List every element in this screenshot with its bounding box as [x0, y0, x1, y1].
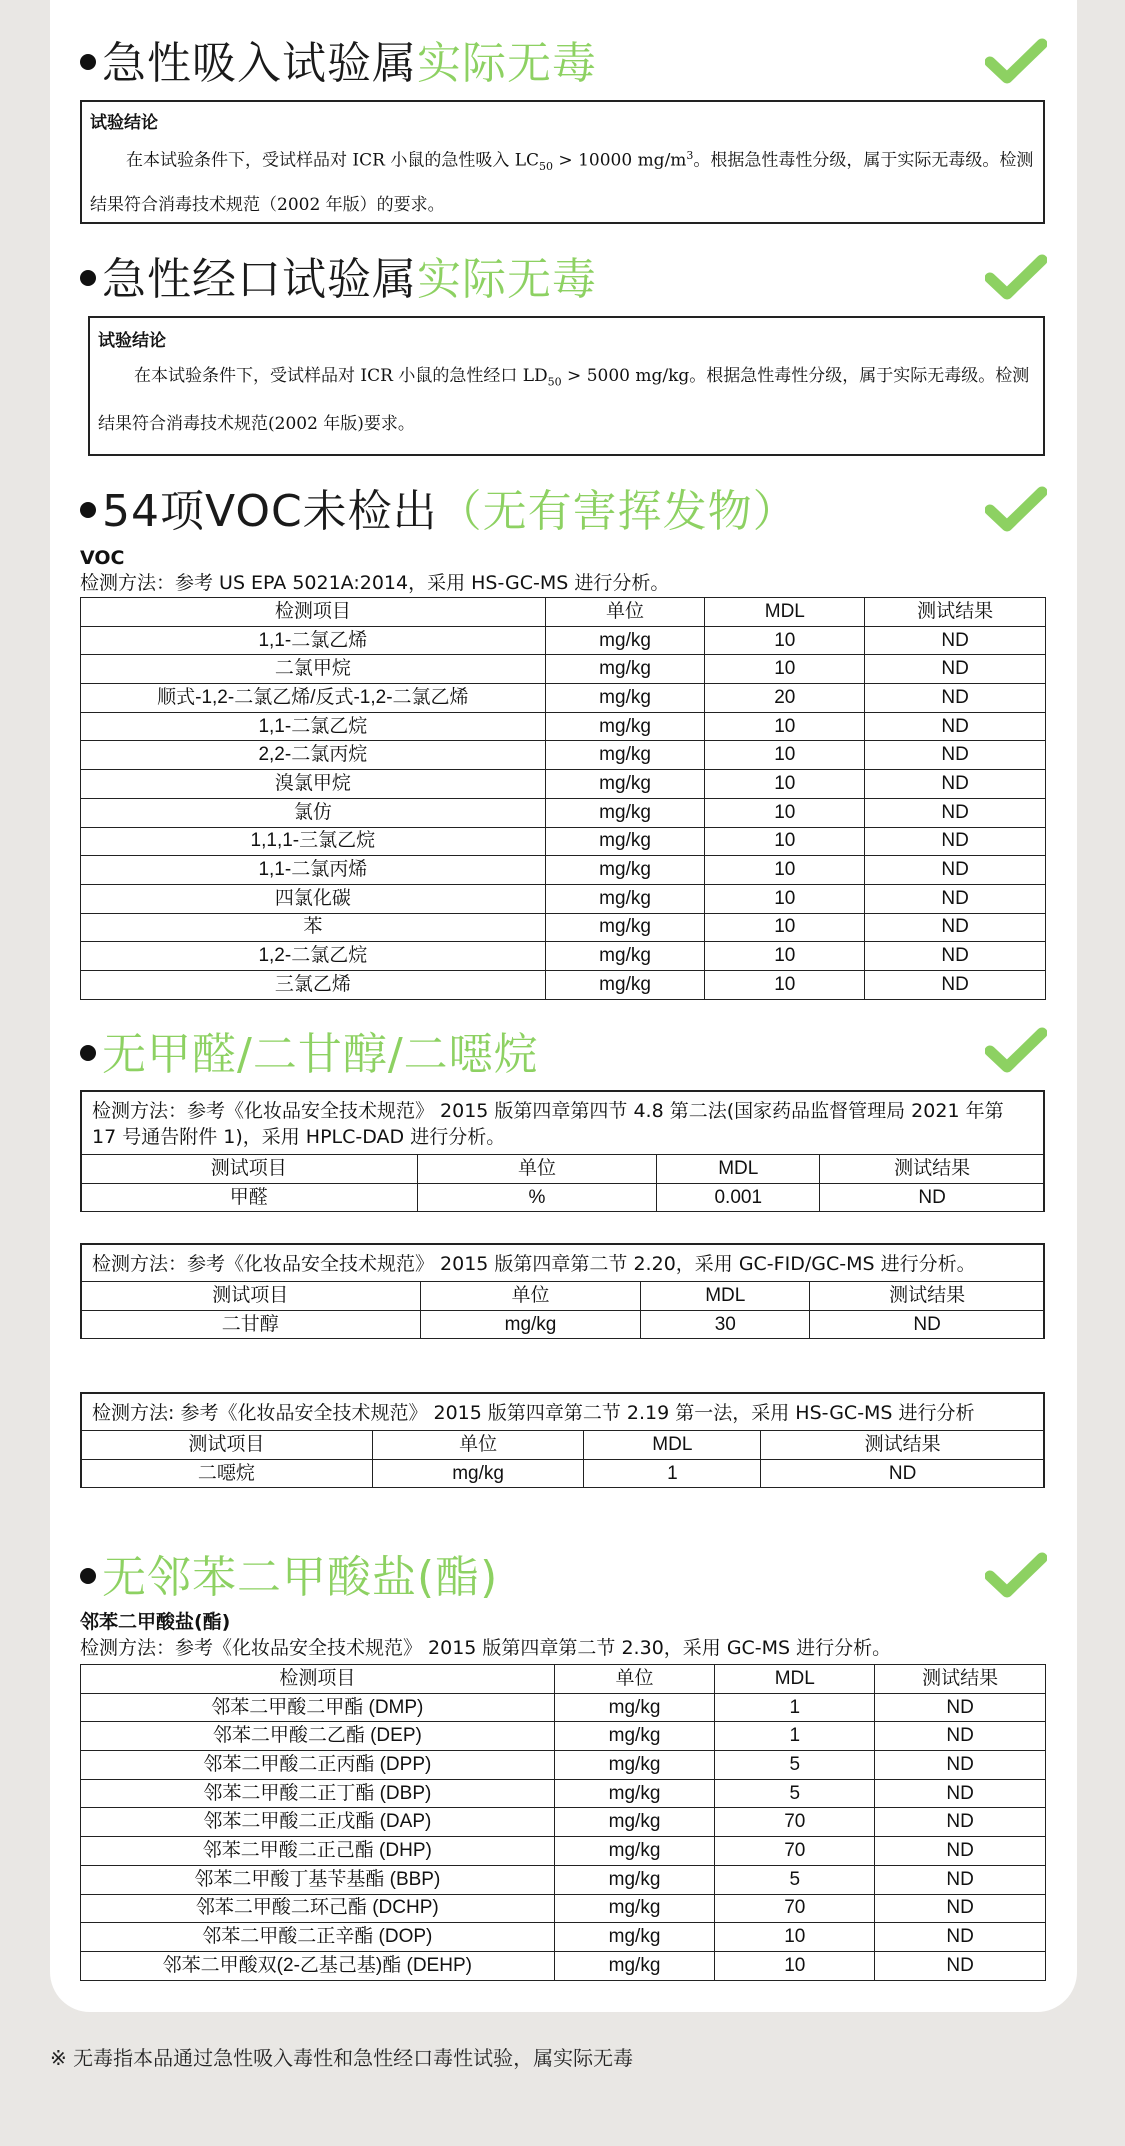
- table-cell: ND: [865, 684, 1046, 713]
- table-cell: 邻苯二甲酸二乙酯 (DEP): [81, 1722, 555, 1751]
- table-cell: 10: [705, 798, 865, 827]
- table-row: [81, 655, 1046, 684]
- table-row: [81, 1693, 1046, 1722]
- table-cell: 10: [705, 913, 865, 942]
- table-row: [81, 1951, 1046, 1980]
- table-cell: ND: [865, 741, 1046, 770]
- table-row: [81, 1894, 1046, 1923]
- table-row: [81, 712, 1046, 741]
- table-row: [81, 741, 1046, 770]
- table-cell: mg/kg: [545, 655, 705, 684]
- table-cell: ND: [875, 1837, 1046, 1866]
- table-row: [81, 1183, 1045, 1212]
- column-header: 单位: [372, 1431, 584, 1460]
- table-cell: 10: [705, 942, 865, 971]
- table-cell: mg/kg: [545, 770, 705, 799]
- table-cell: %: [417, 1183, 657, 1212]
- table-cell: 四氯化碳: [81, 884, 546, 913]
- table-cell: 苯: [81, 913, 546, 942]
- table-cell: 2,2-二氯丙烷: [81, 741, 546, 770]
- section-title-inhalation: 急性吸入试验属实际无毒: [80, 34, 597, 94]
- table-cell: 邻苯二甲酸二正戊酯 (DAP): [81, 1808, 555, 1837]
- column-header: MDL: [641, 1282, 810, 1311]
- table-cell: ND: [875, 1779, 1046, 1808]
- table-cell: 邻苯二甲酸二正丙酯 (DPP): [81, 1751, 555, 1780]
- voc-label: VOC: [80, 547, 125, 569]
- table-cell: ND: [875, 1865, 1046, 1894]
- column-header: 测试结果: [865, 598, 1046, 627]
- section-title-voc: 54项VOC未检出（无有害挥发物）: [80, 482, 798, 542]
- conclusion-box-inhalation: [80, 100, 1045, 224]
- table-cell: ND: [865, 856, 1046, 885]
- table-cell: ND: [875, 1808, 1046, 1837]
- table-cell: 1,1-二氯乙烷: [81, 712, 546, 741]
- table-row: [81, 913, 1046, 942]
- table-cell: 30: [641, 1310, 810, 1339]
- table-row: [81, 1808, 1046, 1837]
- section-title-phthalates: 无邻苯二甲酸盐(酯): [80, 1548, 498, 1608]
- conclusion-text: 在本试验条件下，受试样品对 ICR 小鼠的急性吸入 $LC_{50} > 10000$ $mg/m^3$。根据急性毒性分级，属于实际无毒级。检测结果符合消毒技术规范（2002 年版）的要求。: [90, 149, 1034, 216]
- column-header: 测试结果: [761, 1431, 1045, 1460]
- table-cell: mg/kg: [372, 1459, 584, 1488]
- table-cell: 5: [715, 1751, 875, 1780]
- table-cell: 70: [715, 1808, 875, 1837]
- table-cell: ND: [865, 770, 1046, 799]
- check-icon: [985, 1027, 1047, 1075]
- bullet-dot: [80, 54, 96, 70]
- table-cell: ND: [820, 1183, 1045, 1212]
- table-cell: mg/kg: [545, 942, 705, 971]
- table-cell: mg/kg: [545, 798, 705, 827]
- table-row: [81, 856, 1046, 885]
- table-cell: 10: [715, 1923, 875, 1952]
- table-cell: mg/kg: [545, 913, 705, 942]
- table-row: [81, 770, 1046, 799]
- table-row: [81, 942, 1046, 971]
- table-cell: 邻苯二甲酸二甲酯 (DMP): [81, 1693, 555, 1722]
- table-cell: 顺式-1,2-二氯乙烯/反式-1,2-二氯乙烯: [81, 684, 546, 713]
- section-title-formaldehyde: 无甲醛/二甘醇/二噁烷: [80, 1025, 539, 1085]
- bullet-dot: [80, 502, 96, 518]
- column-header: 测试项目: [81, 1155, 418, 1184]
- formaldehyde-method: 检测方法：参考《化妆品安全技术规范》 2015 版第四章第四节 4.8 第二法(国家药品监督管理局 2021 年第 17 号通告附件 1)，采用 HPLC-DAD 进行分析。: [92, 1100, 1004, 1148]
- phthalate-method: 检测方法：参考《化妆品安全技术规范》 2015 版第四章第二节 2.30，采用 GC-MS 进行分析。: [80, 1637, 892, 1659]
- table-cell: 二氯甲烷: [81, 655, 546, 684]
- table-cell: mg/kg: [554, 1837, 715, 1866]
- column-header: 测试结果: [875, 1665, 1046, 1694]
- table-cell: 70: [715, 1894, 875, 1923]
- table-cell: 10: [705, 741, 865, 770]
- table-cell: 邻苯二甲酸二正丁酯 (DBP): [81, 1779, 555, 1808]
- table-cell: ND: [875, 1951, 1046, 1980]
- table-cell: mg/kg: [545, 684, 705, 713]
- table-cell: 邻苯二甲酸丁基苄基酯 (BBP): [81, 1865, 555, 1894]
- table-header-row: [81, 1155, 1045, 1184]
- table-cell: 10: [705, 856, 865, 885]
- formaldehyde-box: [80, 1090, 1045, 1212]
- formaldehyde-table: [80, 1154, 1045, 1212]
- table-cell: ND: [875, 1751, 1046, 1780]
- table-row: [81, 684, 1046, 713]
- table-cell: ND: [865, 712, 1046, 741]
- diethylene-glycol-table: [80, 1281, 1045, 1339]
- table-cell: mg/kg: [545, 741, 705, 770]
- table-cell: 甲醛: [81, 1183, 418, 1212]
- table-row: [81, 970, 1046, 999]
- table-row: [81, 798, 1046, 827]
- table-cell: ND: [761, 1459, 1045, 1488]
- table-cell: ND: [865, 884, 1046, 913]
- conclusion-title: 试验结论: [98, 331, 166, 351]
- table-cell: 10: [705, 884, 865, 913]
- check-icon: [985, 486, 1047, 534]
- table-cell: 1,1,1-三氯乙烷: [81, 827, 546, 856]
- table-cell: 邻苯二甲酸双(2-乙基己基)酯 (DEHP): [81, 1951, 555, 1980]
- table-cell: mg/kg: [554, 1751, 715, 1780]
- table-row: [81, 1722, 1046, 1751]
- table-cell: 1: [715, 1722, 875, 1751]
- table-cell: 20: [705, 684, 865, 713]
- table-cell: mg/kg: [554, 1693, 715, 1722]
- table-cell: 二甘醇: [81, 1310, 421, 1339]
- table-cell: 10: [705, 655, 865, 684]
- column-header: 测试项目: [81, 1431, 373, 1460]
- diethylene-glycol-method: 检测方法：参考《化妆品安全技术规范》 2015 版第四章第二节 2.20，采用 GC-FID/GC-MS 进行分析。: [92, 1253, 976, 1275]
- table-cell: 0.001: [657, 1183, 820, 1212]
- phthalate-table: [80, 1664, 1046, 1981]
- table-row: [81, 1459, 1045, 1488]
- table-cell: ND: [875, 1923, 1046, 1952]
- bullet-dot: [80, 1045, 96, 1061]
- table-cell: mg/kg: [554, 1808, 715, 1837]
- voc-table: [80, 597, 1046, 1000]
- column-header: MDL: [705, 598, 865, 627]
- table-cell: 邻苯二甲酸二环己酯 (DCHP): [81, 1894, 555, 1923]
- table-cell: 10: [705, 827, 865, 856]
- table-cell: 邻苯二甲酸二正辛酯 (DOP): [81, 1923, 555, 1952]
- report-card: [50, 0, 1077, 2012]
- table-cell: mg/kg: [545, 856, 705, 885]
- table-row: [81, 1310, 1045, 1339]
- column-header: MDL: [657, 1155, 820, 1184]
- table-row: [81, 1779, 1046, 1808]
- column-header: 测试结果: [810, 1282, 1045, 1311]
- bullet-dot: [80, 1568, 96, 1584]
- table-row: [81, 626, 1046, 655]
- table-cell: 10: [705, 970, 865, 999]
- table-cell: 10: [705, 626, 865, 655]
- table-cell: 邻苯二甲酸二正己酯 (DHP): [81, 1837, 555, 1866]
- table-header-row: [81, 598, 1046, 627]
- table-cell: ND: [865, 942, 1046, 971]
- section-title-oral: 急性经口试验属实际无毒: [80, 250, 597, 310]
- table-cell: 1: [584, 1459, 761, 1488]
- table-cell: 1,2-二氯乙烷: [81, 942, 546, 971]
- check-icon: [985, 254, 1047, 302]
- table-cell: ND: [865, 626, 1046, 655]
- table-cell: 氯仿: [81, 798, 546, 827]
- table-row: [81, 1837, 1046, 1866]
- table-cell: ND: [865, 798, 1046, 827]
- table-cell: mg/kg: [420, 1310, 641, 1339]
- table-row: [81, 884, 1046, 913]
- column-header: 单位: [545, 598, 705, 627]
- table-cell: mg/kg: [545, 626, 705, 655]
- table-cell: 1,1-二氯乙烯: [81, 626, 546, 655]
- conclusion-text: 在本试验条件下，受试样品对 ICR 小鼠的急性经口 $LD_{50} > 5000$ mg/kg。根据急性毒性分级，属于实际无毒级。检测结果符合消毒技术规范(2002 年版)要求。: [98, 366, 1030, 435]
- table-cell: ND: [865, 655, 1046, 684]
- table-cell: mg/kg: [554, 1894, 715, 1923]
- table-cell: ND: [810, 1310, 1045, 1339]
- table-row: [81, 1751, 1046, 1780]
- table-cell: 二噁烷: [81, 1459, 373, 1488]
- table-cell: 5: [715, 1779, 875, 1808]
- conclusion-title: 试验结论: [90, 113, 158, 133]
- table-cell: 1,1-二氯丙烯: [81, 856, 546, 885]
- column-header: 检测项目: [81, 1665, 555, 1694]
- table-cell: ND: [865, 970, 1046, 999]
- table-row: [81, 827, 1046, 856]
- voc-method: 检测方法：参考 US EPA 5021A:2014，采用 HS-GC-MS 进行分析。: [80, 572, 670, 594]
- table-cell: mg/kg: [554, 1923, 715, 1952]
- column-header: 检测项目: [81, 598, 546, 627]
- footnote: ※ 无毒指本品通过急性吸入毒性和急性经口毒性试验，属实际无毒: [50, 2046, 634, 2070]
- table-cell: ND: [865, 827, 1046, 856]
- column-header: 测试结果: [820, 1155, 1045, 1184]
- table-cell: 溴氯甲烷: [81, 770, 546, 799]
- dioxane-table: [80, 1430, 1045, 1488]
- column-header: MDL: [584, 1431, 761, 1460]
- table-cell: mg/kg: [554, 1779, 715, 1808]
- column-header: 单位: [417, 1155, 657, 1184]
- diethylene-glycol-box: [80, 1243, 1045, 1339]
- table-cell: mg/kg: [545, 712, 705, 741]
- table-header-row: [81, 1431, 1045, 1460]
- table-cell: 70: [715, 1837, 875, 1866]
- table-cell: 5: [715, 1865, 875, 1894]
- table-cell: 10: [705, 712, 865, 741]
- column-header: 测试项目: [81, 1282, 421, 1311]
- table-cell: ND: [865, 913, 1046, 942]
- column-header: 单位: [554, 1665, 715, 1694]
- table-cell: 1: [715, 1693, 875, 1722]
- table-cell: mg/kg: [554, 1865, 715, 1894]
- conclusion-box-oral: [88, 316, 1045, 456]
- column-header: MDL: [715, 1665, 875, 1694]
- table-cell: 10: [715, 1951, 875, 1980]
- table-header-row: [81, 1665, 1046, 1694]
- dioxane-method: 检测方法: 参考《化妆品安全技术规范》 2015 版第四章第二节 2.19 第一法，采用 HS-GC-MS 进行分析: [92, 1402, 975, 1424]
- table-cell: mg/kg: [554, 1951, 715, 1980]
- table-cell: ND: [875, 1722, 1046, 1751]
- dioxane-box: [80, 1392, 1045, 1488]
- table-cell: mg/kg: [545, 884, 705, 913]
- table-cell: ND: [875, 1693, 1046, 1722]
- table-cell: 三氯乙烯: [81, 970, 546, 999]
- table-cell: mg/kg: [554, 1722, 715, 1751]
- table-row: [81, 1923, 1046, 1952]
- table-cell: mg/kg: [545, 827, 705, 856]
- column-header: 单位: [420, 1282, 641, 1311]
- bullet-dot: [80, 270, 96, 286]
- check-icon: [985, 38, 1047, 86]
- table-cell: mg/kg: [545, 970, 705, 999]
- table-header-row: [81, 1282, 1045, 1311]
- check-icon: [985, 1552, 1047, 1600]
- phthalate-label: 邻苯二甲酸盐(酯): [80, 1611, 231, 1633]
- table-row: [81, 1865, 1046, 1894]
- table-cell: ND: [875, 1894, 1046, 1923]
- table-cell: 10: [705, 770, 865, 799]
